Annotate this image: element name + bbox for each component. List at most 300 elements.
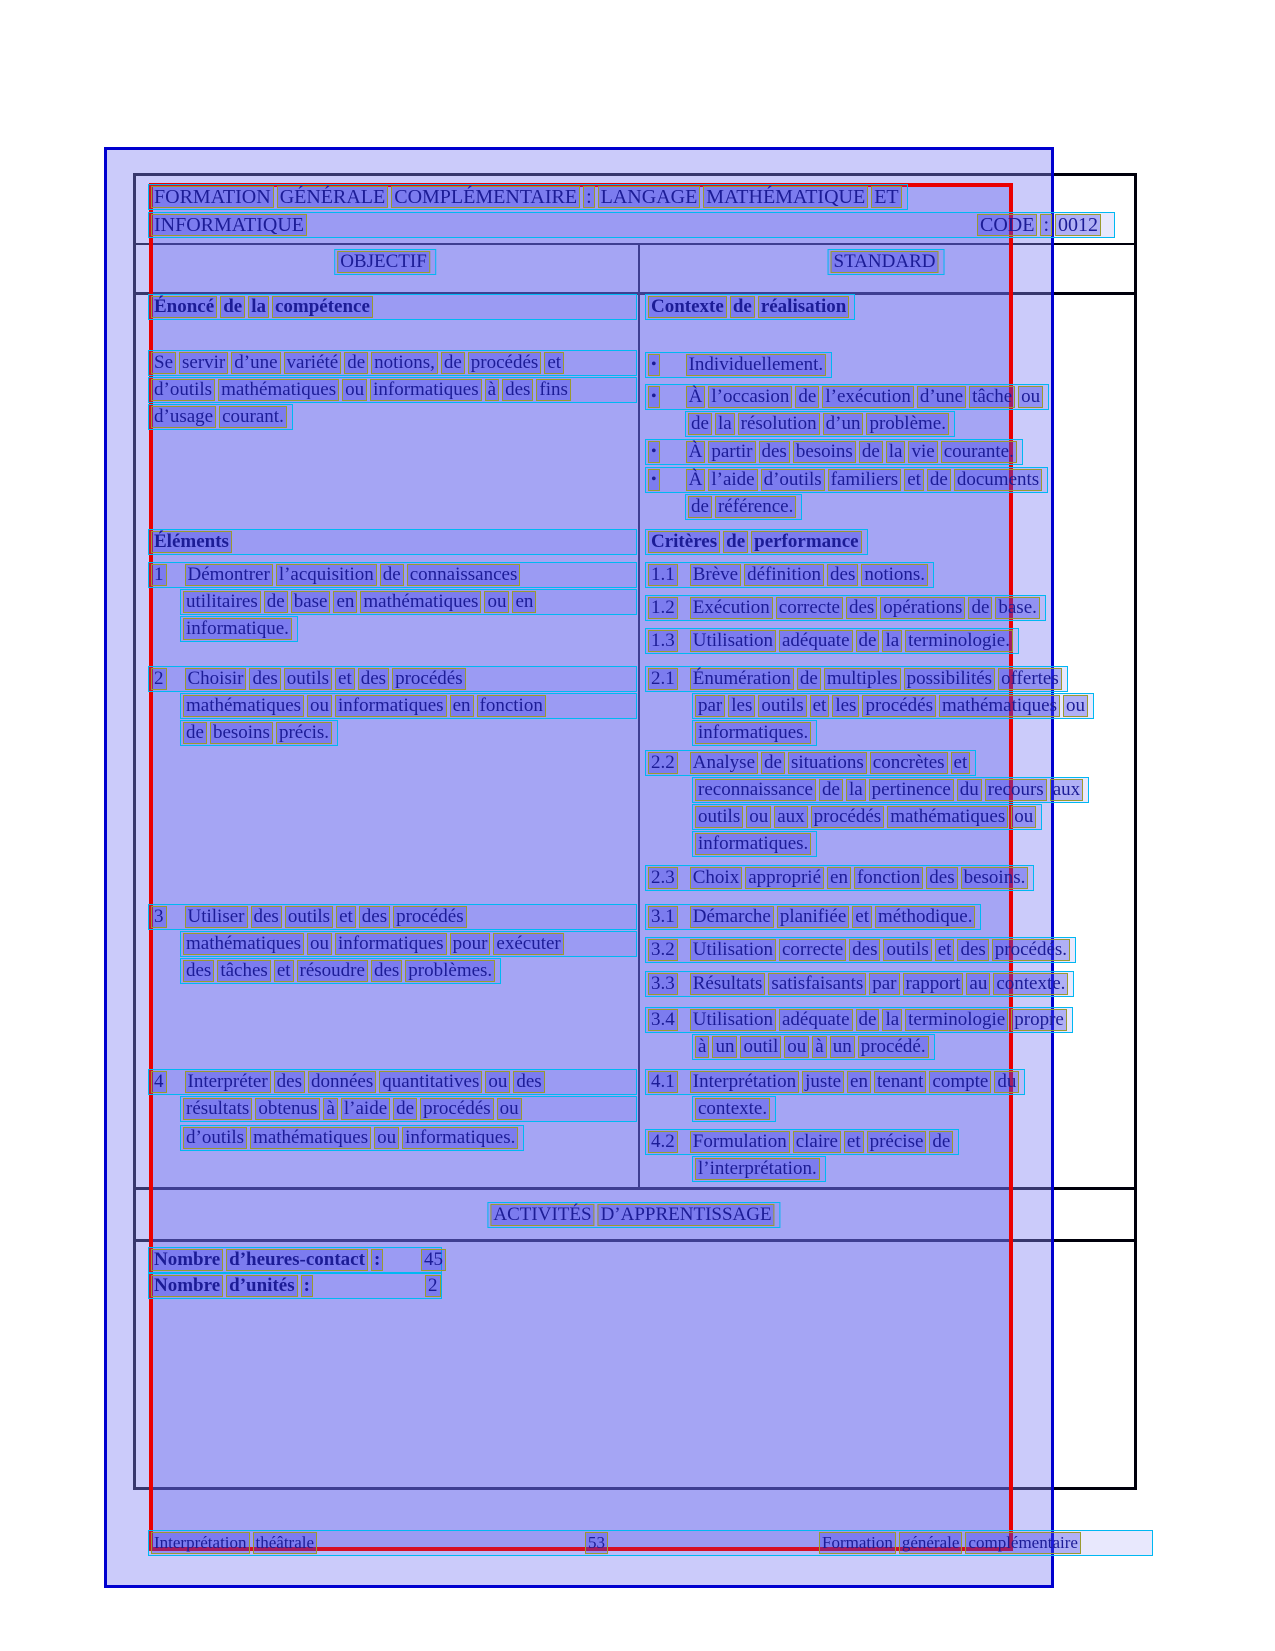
element-2-line xyxy=(180,693,637,719)
word-box: MATHÉMATIQUE xyxy=(703,186,868,208)
word-box: Critères xyxy=(648,531,720,553)
footer-line-part xyxy=(819,1532,1084,1554)
critere-2-1 xyxy=(645,666,1068,692)
word-box: des xyxy=(926,867,957,889)
word-box: Démontrer xyxy=(185,564,273,586)
word-box: Utiliser xyxy=(185,906,248,928)
word-box: Exécution xyxy=(690,597,773,619)
word-box: : xyxy=(1040,214,1052,236)
word-box: besoins. xyxy=(961,867,1029,889)
word-box: résoudre xyxy=(297,960,368,982)
word-box: ou xyxy=(746,806,771,828)
header-title-line2 xyxy=(148,212,1115,238)
word-box: Utilisation xyxy=(690,1009,776,1031)
word-box: claire xyxy=(793,1131,841,1153)
word-box: outils xyxy=(284,668,332,690)
word-box: Nombre xyxy=(151,1275,223,1297)
bullet-icon: • xyxy=(648,354,660,376)
critere-4-2 xyxy=(692,1156,826,1182)
word-box: 2 xyxy=(425,1275,441,1297)
word-box: de xyxy=(968,597,992,619)
word-box: données xyxy=(308,1071,376,1093)
element-3-line xyxy=(180,931,637,957)
enonce-heading xyxy=(148,294,637,320)
item-number: 3.4 xyxy=(648,1009,678,1031)
word-box: complémentaire xyxy=(965,1532,1081,1554)
word-box: et xyxy=(274,960,294,982)
word-box: réalisation xyxy=(758,296,850,318)
word-box: juste xyxy=(802,1071,844,1093)
word-box: en xyxy=(512,591,536,613)
word-box: en xyxy=(333,591,357,613)
critere-1-3 xyxy=(645,628,1019,654)
word-box: du xyxy=(994,1071,1019,1093)
word-box: procédés xyxy=(393,906,467,928)
word-box: variété xyxy=(284,352,342,374)
word-box: Interpréter xyxy=(185,1071,271,1093)
word-box: Formation xyxy=(819,1532,896,1554)
word-box: À xyxy=(686,441,706,463)
word-box: problèmes. xyxy=(405,960,495,982)
critere-2-2 xyxy=(645,750,976,776)
word-box: de xyxy=(688,496,712,518)
critere-4-2 xyxy=(645,1129,959,1155)
item-number: 2.3 xyxy=(648,867,678,889)
word-box: planifiée xyxy=(777,906,849,928)
word-box: à xyxy=(485,379,499,401)
word-box: à xyxy=(695,1036,709,1058)
word-box: l’acquisition xyxy=(276,564,377,586)
word-box: besoins xyxy=(793,441,856,463)
word-box: l’occasion xyxy=(708,386,792,408)
word-box: informatiques. xyxy=(695,833,811,855)
word-box: ou xyxy=(1011,806,1036,828)
word-box: Se xyxy=(151,352,176,374)
word-box: Interprétation xyxy=(690,1071,799,1093)
word-box: pertinence xyxy=(869,779,954,801)
word-box: COMPLÉMENTAIRE xyxy=(391,186,580,208)
word-box: des xyxy=(846,597,877,619)
enonce-line xyxy=(148,350,637,376)
element-4-line xyxy=(180,1096,637,1122)
word-box: les xyxy=(832,695,859,717)
word-box: théâtrale xyxy=(253,1532,318,1554)
word-box: des xyxy=(759,441,790,463)
word-box: des xyxy=(183,960,214,982)
word-box: la xyxy=(715,413,735,435)
word-box: l’aide xyxy=(708,469,757,491)
word-box: ACTIVITÉS xyxy=(490,1204,594,1226)
word-box: en xyxy=(827,867,851,889)
word-box: servir xyxy=(179,352,228,374)
item-number: 1.1 xyxy=(648,564,678,586)
critere-2-2 xyxy=(692,804,1042,830)
word-box: mathématiques xyxy=(250,1127,371,1149)
word-box: de xyxy=(795,386,819,408)
word-box: informatique. xyxy=(183,618,292,640)
critere-3-4 xyxy=(692,1034,935,1060)
word-box: propre xyxy=(1011,1009,1067,1031)
word-box: d’une xyxy=(917,386,966,408)
word-box: Analyse xyxy=(690,752,758,774)
word-box: base. xyxy=(995,597,1040,619)
word-box: 53 xyxy=(585,1532,608,1554)
word-box: et xyxy=(810,695,830,717)
word-box: informatiques xyxy=(370,379,482,401)
element-2-line xyxy=(180,720,338,746)
word-box: tâche xyxy=(969,386,1015,408)
word-box: Utilisation xyxy=(690,939,776,961)
word-box: Choix xyxy=(690,867,742,889)
word-box: des xyxy=(827,564,858,586)
word-box: tâches xyxy=(217,960,270,982)
word-box: de xyxy=(688,413,712,435)
critere-3-1 xyxy=(645,904,981,930)
word-box: des xyxy=(849,939,880,961)
contexte-bullet-2 xyxy=(685,411,955,437)
contexte-bullet-4 xyxy=(685,494,802,520)
word-box: Énumération xyxy=(690,668,794,690)
word-box: des xyxy=(251,906,282,928)
word-box: résolution xyxy=(738,413,820,435)
word-box: concrètes xyxy=(870,752,948,774)
footer-line xyxy=(148,1530,1153,1556)
item-number: 4 xyxy=(151,1071,167,1093)
critere-2-3 xyxy=(645,865,1034,891)
bullet-icon: • xyxy=(648,469,660,491)
item-number: 3.2 xyxy=(648,939,678,961)
word-box: : xyxy=(371,1249,383,1271)
critere-3-2 xyxy=(645,937,1076,963)
elements-heading xyxy=(148,529,637,555)
word-box: obtenus xyxy=(255,1098,320,1120)
word-box: d’une xyxy=(231,352,280,374)
word-box: terminologie. xyxy=(905,630,1013,652)
word-box: notions, xyxy=(371,352,438,374)
word-box: résultats xyxy=(183,1098,252,1120)
item-number: 3.1 xyxy=(648,906,678,928)
word-box: GÉNÉRALE xyxy=(277,186,389,208)
word-box: au xyxy=(966,973,990,995)
contexte-bullet-1 xyxy=(645,352,832,378)
word-box: utilitaires xyxy=(183,591,261,613)
word-box: Individuellement. xyxy=(686,354,827,376)
word-box: de xyxy=(264,591,288,613)
word-box: Formulation xyxy=(690,1131,790,1153)
column-header-objectif xyxy=(334,249,436,275)
word-box: ou xyxy=(784,1036,809,1058)
item-number: 4.2 xyxy=(648,1131,678,1153)
contexte-heading xyxy=(645,294,855,320)
word-box: par xyxy=(869,973,899,995)
word-box: la xyxy=(248,296,269,318)
word-box: générale xyxy=(899,1532,963,1554)
word-box: contexte. xyxy=(695,1098,770,1120)
word-box: de xyxy=(859,441,883,463)
word-box: aux xyxy=(774,806,807,828)
item-number: 1 xyxy=(151,564,167,586)
word-box: informatiques xyxy=(335,933,447,955)
word-box: connaissances xyxy=(407,564,521,586)
word-box: procédé. xyxy=(858,1036,929,1058)
word-box: base xyxy=(291,591,331,613)
word-box: d’usage xyxy=(151,406,216,428)
word-box: à xyxy=(323,1098,337,1120)
word-box: offertes xyxy=(998,668,1062,690)
contexte-bullet-4 xyxy=(645,467,1048,493)
word-box: et xyxy=(935,939,955,961)
word-box: OBJECTIF xyxy=(337,251,430,273)
word-box: par xyxy=(695,695,725,717)
word-box: terminologie xyxy=(905,1009,1008,1031)
word-box: ou xyxy=(497,1098,522,1120)
word-box: procédés xyxy=(862,695,936,717)
word-box: de xyxy=(761,752,785,774)
enonce-line xyxy=(148,404,293,430)
word-box: des xyxy=(502,379,533,401)
word-box: informatiques. xyxy=(402,1127,518,1149)
word-box: outils xyxy=(695,806,743,828)
word-box: l’aide xyxy=(341,1098,390,1120)
word-box: LANGAGE xyxy=(598,186,701,208)
word-box: rapport xyxy=(903,973,964,995)
critere-3-3 xyxy=(645,971,1074,997)
word-box: opérations xyxy=(880,597,965,619)
word-box: familiers xyxy=(828,469,902,491)
word-box: satisfaisants xyxy=(768,973,866,995)
activites-heading xyxy=(487,1202,780,1228)
heures-contact-line-part xyxy=(421,1249,449,1271)
word-box: 0012 xyxy=(1055,214,1101,236)
element-1-line xyxy=(180,589,637,615)
element-3-line xyxy=(180,958,501,984)
word-box: Utilisation xyxy=(690,630,776,652)
word-box: multiples xyxy=(824,668,901,690)
word-box: possibilités xyxy=(904,668,996,690)
word-box: procédés xyxy=(392,668,466,690)
word-box: d’outils xyxy=(151,379,215,401)
word-box: mathématiques xyxy=(887,806,1008,828)
word-box: adéquate xyxy=(779,630,853,652)
item-number: 4.1 xyxy=(648,1071,678,1093)
word-box: en xyxy=(847,1071,871,1093)
critere-4-1 xyxy=(692,1096,776,1122)
word-box: de xyxy=(929,1131,953,1153)
item-number: 3 xyxy=(151,906,167,928)
word-box: procédés xyxy=(468,352,542,374)
header-title-line2-part xyxy=(977,214,1104,236)
item-number: 2.1 xyxy=(648,668,678,690)
column-header-standard xyxy=(828,249,945,275)
word-box: ou xyxy=(485,1071,510,1093)
element-3-line xyxy=(148,904,637,930)
word-box: ou xyxy=(307,695,332,717)
word-box: les xyxy=(728,695,755,717)
word-box: Interprétation xyxy=(151,1532,250,1554)
word-box: mathématiques xyxy=(218,379,339,401)
word-box: méthodique. xyxy=(875,906,975,928)
word-box: partir xyxy=(708,441,755,463)
word-box: de xyxy=(380,564,404,586)
word-box: de xyxy=(797,668,821,690)
word-box: à xyxy=(812,1036,826,1058)
critere-1-2 xyxy=(645,595,1046,621)
critere-2-2 xyxy=(692,831,817,857)
word-box: d’outils xyxy=(183,1127,247,1149)
word-box: tenant xyxy=(874,1071,926,1093)
word-box: de xyxy=(730,296,755,318)
word-box: fonction xyxy=(854,867,923,889)
unites-line-part xyxy=(425,1275,444,1297)
word-box: des xyxy=(513,1071,544,1093)
word-box: ou xyxy=(1018,386,1043,408)
word-box: l’interprétation. xyxy=(695,1158,820,1180)
word-box: de xyxy=(393,1098,417,1120)
critere-3-4 xyxy=(645,1007,1073,1033)
word-box: outil xyxy=(740,1036,781,1058)
word-box: : xyxy=(301,1275,313,1297)
word-box: FORMATION xyxy=(151,186,274,208)
element-2-line xyxy=(148,666,637,692)
word-box: ou xyxy=(307,933,332,955)
bullet-icon: • xyxy=(648,386,660,408)
word-box: la xyxy=(886,441,906,463)
word-box: ET xyxy=(871,186,901,208)
word-box: correcte xyxy=(779,939,846,961)
word-box: et xyxy=(844,1131,864,1153)
word-box: outils xyxy=(883,939,931,961)
word-box: précis. xyxy=(276,722,332,744)
word-box: Démarche xyxy=(690,906,774,928)
word-box: informatiques xyxy=(335,695,447,717)
word-box: Éléments xyxy=(151,531,232,553)
word-box: correcte xyxy=(776,597,843,619)
word-box: ou xyxy=(342,379,367,401)
word-box: des xyxy=(274,1071,305,1093)
word-box: des xyxy=(358,668,389,690)
word-box: et xyxy=(544,352,564,374)
word-box: d’un xyxy=(823,413,864,435)
word-box: de xyxy=(856,630,880,652)
word-box: 45 xyxy=(421,1249,446,1271)
heures-contact-line xyxy=(148,1247,442,1273)
word-box: des xyxy=(371,960,402,982)
word-box: des xyxy=(249,668,280,690)
word-box: de xyxy=(220,296,245,318)
element-1-line xyxy=(180,616,298,642)
word-box: en xyxy=(450,695,474,717)
item-number: 1.3 xyxy=(648,630,678,652)
word-box: problème. xyxy=(866,413,949,435)
word-box: de xyxy=(441,352,465,374)
word-box: procédés. xyxy=(992,939,1070,961)
word-box: mathématiques xyxy=(360,591,481,613)
word-box: des xyxy=(957,939,988,961)
word-box: : xyxy=(583,186,595,208)
critere-2-2 xyxy=(692,777,1089,803)
word-box: informatiques. xyxy=(695,722,811,744)
word-box: outils xyxy=(758,695,806,717)
word-box: pour xyxy=(450,933,491,955)
word-box: À xyxy=(686,386,706,408)
word-box: reconnaissance xyxy=(695,779,816,801)
word-box: de xyxy=(723,531,748,553)
word-box: de xyxy=(856,1009,880,1031)
word-box: courante. xyxy=(941,441,1017,463)
word-box: D’APPRENTISSAGE xyxy=(598,1204,775,1226)
bullet-icon: • xyxy=(648,441,660,463)
word-box: aux xyxy=(1050,779,1083,801)
word-box: Choisir xyxy=(185,668,247,690)
word-box: ou xyxy=(484,591,509,613)
item-number: 2 xyxy=(151,668,167,690)
word-box: STANDARD xyxy=(831,251,939,273)
word-box: performance xyxy=(751,531,861,553)
word-box: fonction xyxy=(477,695,546,717)
item-number: 3.3 xyxy=(648,973,678,995)
word-box: Brève xyxy=(690,564,741,586)
word-box: besoins xyxy=(210,722,273,744)
criteres-heading xyxy=(645,529,868,555)
word-box: vie xyxy=(908,441,937,463)
word-box: d’unités xyxy=(226,1275,297,1297)
word-box: INFORMATIQUE xyxy=(151,214,307,236)
word-box: des xyxy=(359,906,390,928)
word-box: la xyxy=(882,1009,902,1031)
word-box: définition xyxy=(744,564,824,586)
word-box: la xyxy=(882,630,902,652)
word-box: Énoncé xyxy=(151,296,217,318)
word-box: mathématiques xyxy=(939,695,1060,717)
header-title-line1 xyxy=(148,184,908,210)
word-box: de xyxy=(344,352,368,374)
word-box: la xyxy=(846,779,866,801)
word-box: mathématiques xyxy=(183,933,304,955)
word-box: quantitatives xyxy=(379,1071,482,1093)
word-box: et xyxy=(904,469,924,491)
word-box: et xyxy=(335,668,355,690)
word-box: Contexte xyxy=(648,296,727,318)
word-box: courant. xyxy=(219,406,287,428)
word-box: contexte. xyxy=(993,973,1068,995)
word-box: adéquate xyxy=(779,1009,853,1031)
word-box: l’exécution xyxy=(822,386,913,408)
word-box: situations xyxy=(788,752,867,774)
enonce-line xyxy=(148,377,637,403)
word-box: exécuter xyxy=(493,933,563,955)
contexte-bullet-3 xyxy=(645,439,1023,465)
word-box: et xyxy=(852,906,872,928)
word-box: de xyxy=(927,469,951,491)
item-number: 1.2 xyxy=(648,597,678,619)
unites-line xyxy=(148,1273,442,1299)
word-box: compétence xyxy=(272,296,373,318)
critere-2-1 xyxy=(692,720,817,746)
word-box: notions. xyxy=(861,564,928,586)
footer-line-part xyxy=(585,1532,611,1554)
critere-4-1 xyxy=(645,1069,1025,1095)
word-box: procédés xyxy=(420,1098,494,1120)
word-box: procédés xyxy=(811,806,885,828)
element-4-line xyxy=(180,1125,524,1151)
word-box: d’heures-contact xyxy=(226,1249,368,1271)
word-box: compte xyxy=(929,1071,991,1093)
word-box: outils xyxy=(285,906,333,928)
word-box: approprié xyxy=(745,867,824,889)
word-box: et xyxy=(336,906,356,928)
word-box: ou xyxy=(1063,695,1088,717)
word-box: documents xyxy=(954,469,1042,491)
